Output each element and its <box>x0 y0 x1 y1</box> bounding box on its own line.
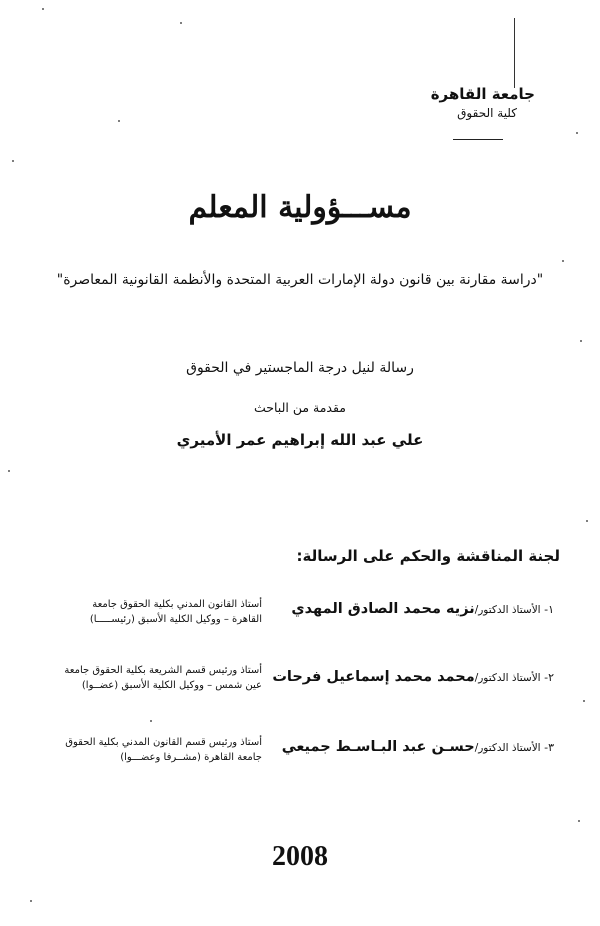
member-description <box>10 735 262 765</box>
scan-speck <box>586 520 588 522</box>
degree-line: رسالة لنيل درجة الماجستير في الحقوق <box>186 360 414 376</box>
committee-heading: لجنة المناقشة والحكم على الرسالة: <box>296 547 560 565</box>
scan-speck <box>150 720 152 722</box>
scan-speck <box>30 900 32 902</box>
member-description <box>10 663 262 693</box>
university-block <box>375 84 535 122</box>
scan-speck <box>583 700 585 702</box>
member-desc-line: أستاذ ورئيس قسم الشريعة بكلية الحقوق جامعة <box>64 665 262 676</box>
scan-speck <box>8 470 10 472</box>
member-label <box>282 736 554 758</box>
scan-speck <box>578 820 580 822</box>
scan-speck <box>42 8 44 10</box>
member-desc-line: القاهرة – ووكيل الكلية الأسبق (رئيســـــا) <box>89 614 262 625</box>
thesis-subtitle: "دراسة مقارنة بين قانون دولة الإمارات العربية المتحدة والأنظمة القانونية المعاصرة" <box>56 272 544 288</box>
member-title: الأستاذ الدكتور/ <box>474 742 541 754</box>
committee-member <box>0 732 600 792</box>
member-title: الأستاذ الدكتور/ <box>474 672 541 684</box>
scan-vertical-line <box>514 18 515 88</box>
thesis-title: مســـؤولية المعلم <box>188 190 412 225</box>
faculty-underline <box>453 139 503 140</box>
member-desc-line: أستاذ القانون المدني بكلية الحقوق جامعة <box>92 599 262 610</box>
scan-speck <box>118 120 120 122</box>
presented-by: مقدمة من الباحث <box>254 400 346 415</box>
member-name: نزيه محمد الصادق المهدي <box>291 601 475 617</box>
member-name: حسـن عبد البـاسـط جميعي <box>281 739 475 755</box>
thesis-year: 2008 <box>272 841 328 872</box>
scan-speck <box>580 340 582 342</box>
university-name: جامعة القاهرة <box>430 85 535 103</box>
researcher-name: علي عبد الله إبراهيم عمر الأميري <box>176 431 424 449</box>
member-number: ٣- <box>540 741 554 754</box>
scan-speck <box>12 160 14 162</box>
member-description <box>10 597 262 627</box>
member-label <box>272 666 554 688</box>
member-name: محمد محمد إسماعيل فرحات <box>272 669 475 685</box>
faculty-name: كلية الحقوق <box>457 106 517 120</box>
scan-speck <box>562 260 564 262</box>
member-desc-line: جامعة القاهرة (مشــرفا وعضـــوا) <box>120 752 262 763</box>
member-number: ٢- <box>540 671 554 684</box>
scan-speck <box>180 22 182 24</box>
member-desc-line: أستاذ ورئيس قسم القانون المدني بكلية الحقوق <box>65 737 262 748</box>
committee-member <box>0 660 600 720</box>
member-number: ١- <box>540 603 554 616</box>
committee-member <box>0 594 600 654</box>
member-desc-line: عين شمس – ووكيل الكلية الأسبق (عضــوا) <box>81 680 262 691</box>
scan-speck <box>576 132 578 134</box>
member-label <box>291 598 554 620</box>
member-title: الأستاذ الدكتور/ <box>474 604 541 616</box>
